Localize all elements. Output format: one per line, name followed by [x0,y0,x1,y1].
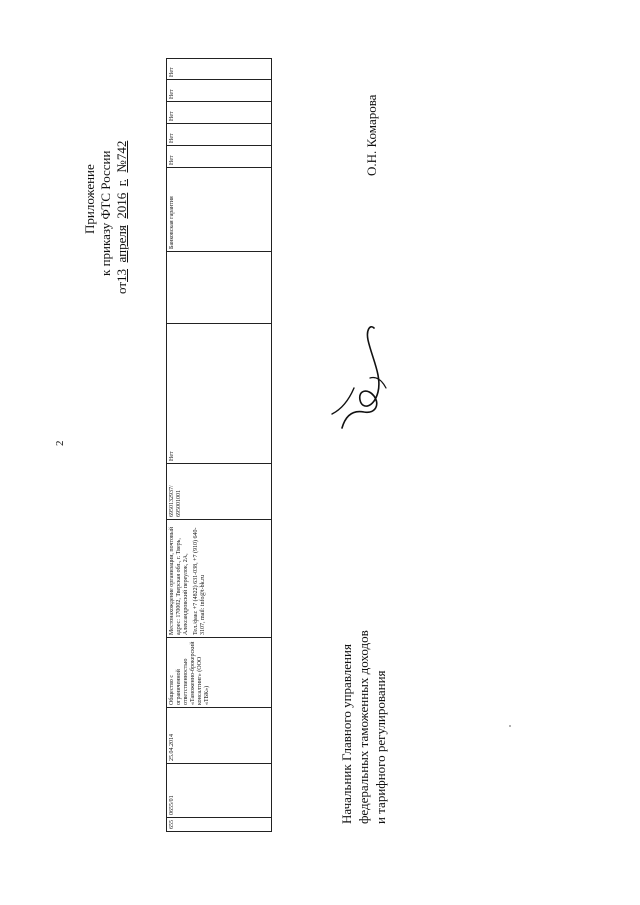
table-row [167,59,272,832]
cell-col9 [167,252,272,324]
cell-guarantee: Банковская гарантия [167,168,272,252]
cell-col11: Нет [167,146,272,168]
page-number: 2 [54,440,66,446]
appendix-title: Приложение [82,164,97,234]
signatory-name: О.Н. Комарова [364,94,379,176]
signatory-title-line2: федеральных таможенных доходов [356,630,371,824]
handwritten-signature [324,318,394,436]
appendix-header [82,64,130,294]
date-prefix: от [114,281,129,294]
cell-col15: Нет [167,59,272,80]
date-day: 13 [114,268,129,282]
date-suffix: г. [114,179,129,187]
scan-speck [509,725,511,727]
date-year: 2016 [114,192,129,219]
cell-address [167,520,272,638]
order-date-line [114,64,130,294]
date-month: апреля [114,225,129,263]
registry-table [166,59,272,832]
cell-organization: Общество с ограниченной ответственностью «Таможенно-брокерский консалтинг» (ООО «ТБК») [167,638,272,708]
order-number: №742 [114,140,129,173]
address-text: Местонахождение организации, почтовый адрес: 170002, Тверская обл., г. Тверь, Александровский переулок, 2А, [169,526,189,635]
cell-col13: Нет [167,102,272,124]
signatory-title-line1: Начальник Главного управления [339,644,354,824]
cell-date: 25.04.2014 [167,708,272,764]
cell-index: 655 [167,818,272,832]
signatory-title-line3: и тарифного регулирования [373,670,388,824]
order-reference: к приказу ФТС России [98,150,113,276]
cell-col14: Нет [167,80,272,102]
cell-reg-number: 0655/01 [167,764,272,818]
cell-inn-kpp: 6950132937/ 695001001 [167,464,272,520]
signatory-block [338,484,389,824]
cell-col12: Нет [167,124,272,146]
cell-col8: Нет [167,324,272,464]
contacts-text: Тел./факс +7 (4822) 631-038, +7 (910) 640-3107, mail: info@t-bk.ru [193,527,206,635]
